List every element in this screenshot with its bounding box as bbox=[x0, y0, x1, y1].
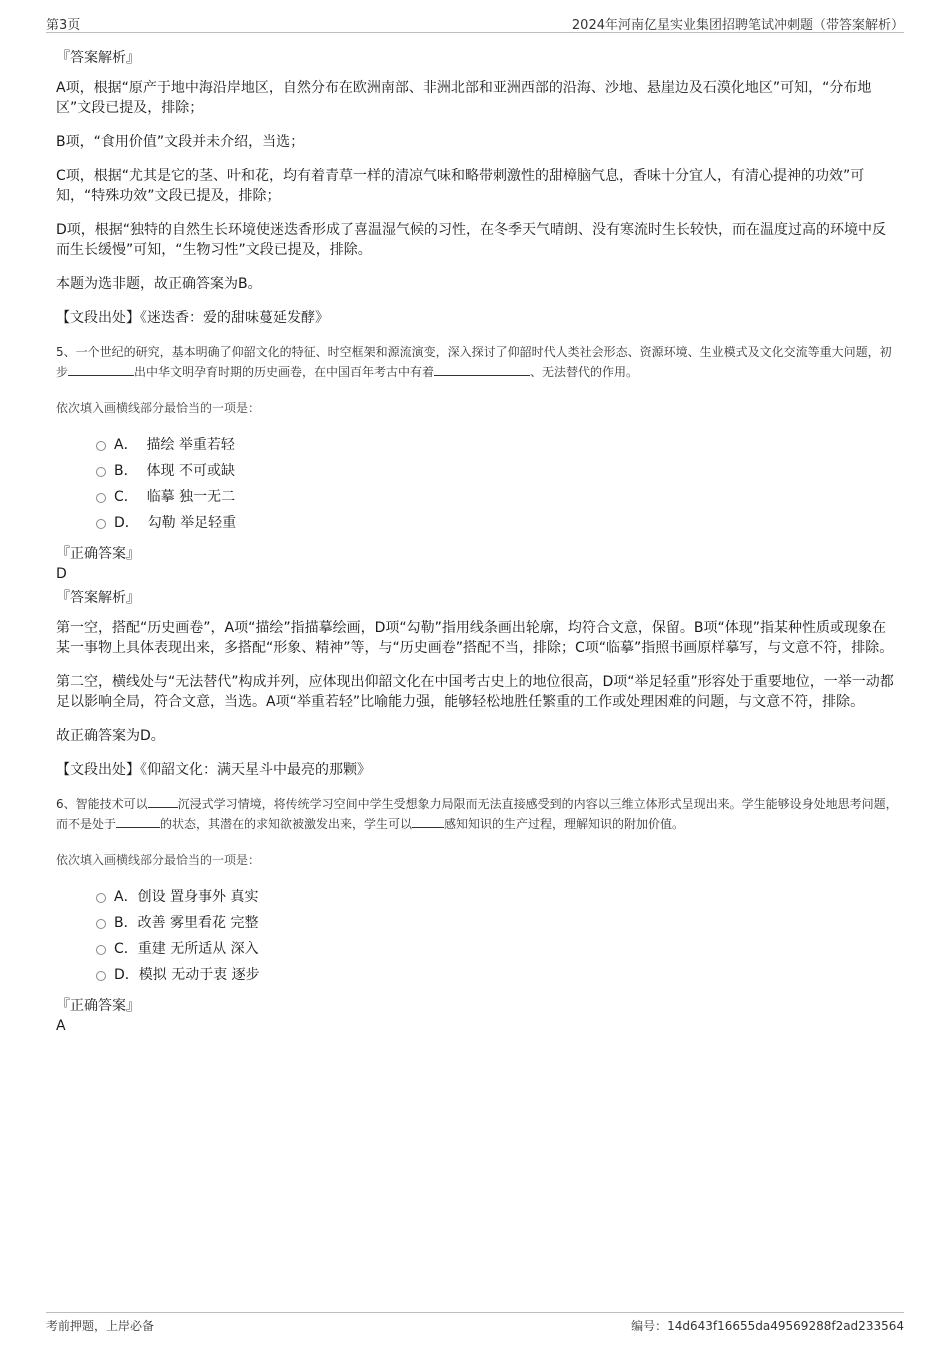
radio-icon[interactable] bbox=[96, 519, 106, 529]
fill-blank bbox=[116, 814, 160, 828]
option-c[interactable]: C． 临摹 独一无二 bbox=[96, 484, 898, 510]
page-footer bbox=[46, 1312, 904, 1337]
document-title: 2024年河南亿星实业集团招聘笔试冲刺题（带答案解析） bbox=[571, 18, 904, 33]
correct-answer: D bbox=[56, 566, 67, 582]
analysis-conclusion: 本题为选非题，故正确答案为B。 bbox=[56, 276, 262, 292]
question-4-tail bbox=[56, 48, 898, 328]
question-5 bbox=[56, 342, 898, 780]
option-d[interactable]: D． 勾勒 举足轻重 bbox=[96, 510, 898, 536]
option-a[interactable]: A．创设 置身事外 真实 bbox=[96, 884, 898, 910]
footer-slogan: 考前押题，上岸必备 bbox=[46, 1319, 155, 1333]
question-stem: 6、智能技术可以 沉浸式学习情境，将传统学习空间中学生受想象力局限而无法直接感受到的内容以三维立体形式呈现出来。学生能够设身处地思考问题，而不是处于 的状态，其潜在的求知欲被激发出来，学生可以 感知知识的生产过程，理解知识的附加价值。 bbox=[56, 794, 898, 834]
option-c[interactable]: C．重建 无所适从 深入 bbox=[96, 936, 898, 962]
radio-icon[interactable] bbox=[96, 441, 106, 451]
question-prompt: 依次填入画横线部分最恰当的一项是： bbox=[56, 401, 261, 415]
page-header bbox=[46, 10, 904, 33]
answer-heading: 『正确答案』 bbox=[56, 998, 140, 1014]
question-6 bbox=[56, 794, 898, 1036]
question-stem: 5、一个世纪的研究，基本明确了仰韶文化的特征、时空框架和源流演变，深入探讨了仰韶时代人类社会形态、资源环境、生业模式及文化交流等重大问题，初步 出中华文明孕育时期的历史画卷，在中国百年考古中有着 、无法替代的作用。 bbox=[56, 345, 892, 379]
correct-answer: A bbox=[56, 1018, 66, 1034]
radio-icon[interactable] bbox=[96, 945, 106, 955]
analysis-paragraph: B项，“食用价值”文段并未介绍，当选； bbox=[56, 134, 305, 150]
radio-icon[interactable] bbox=[96, 467, 106, 477]
radio-icon[interactable] bbox=[96, 919, 106, 929]
fill-blank bbox=[68, 362, 134, 376]
radio-icon[interactable] bbox=[96, 893, 106, 903]
radio-icon[interactable] bbox=[96, 971, 106, 981]
analysis-heading: 『答案解析』 bbox=[56, 590, 140, 606]
analysis-conclusion: 故正确答案为D。 bbox=[56, 728, 165, 744]
analysis-heading: 『答案解析』 bbox=[56, 50, 140, 66]
analysis-paragraph: A项，根据“原产于地中海沿岸地区，自然分布在欧洲南部、非洲北部和亚洲西部的沿海、沙地、悬崖边及石漠化地区”可知，“分布地区”文段已提及，排除； bbox=[56, 80, 872, 116]
option-a[interactable]: A． 描绘 举重若轻 bbox=[96, 432, 898, 458]
analysis-paragraph: C项，根据“尤其是它的茎、叶和花，均有着青草一样的清凉气味和略带刺激性的甜樟脑气息，香味十分宜人，有清心提神的功效”可知，“特殊功效”文段已提及，排除； bbox=[56, 168, 865, 204]
fill-blank bbox=[434, 362, 530, 376]
option-b[interactable]: B．改善 雾里看花 完整 bbox=[96, 910, 898, 936]
option-b[interactable]: B． 体现 不可或缺 bbox=[96, 458, 898, 484]
document-id: 编号：14d643f16655da49569288f2ad233564 bbox=[631, 1319, 904, 1333]
options-list bbox=[96, 884, 898, 988]
question-prompt: 依次填入画横线部分最恰当的一项是： bbox=[56, 853, 261, 867]
page-number: 第3页 bbox=[46, 18, 81, 33]
analysis-paragraph: 第一空，搭配“历史画卷”，A项“描绘”指描摹绘画，D项“勾勒”指用线条画出轮廓，均符合文意，保留。B项“体现”指某种性质或现象在某一事物上具体表现出来，多搭配“形象、精神”等，与“历史画卷”搭配不当，排除；C项“临摹”指照书画原样摹写，与文意不符，排除。 bbox=[56, 620, 894, 656]
fill-blank bbox=[148, 794, 178, 808]
source-citation: 【文段出处】《迷迭香：爱的甜味蔓延发酵》 bbox=[56, 310, 329, 326]
analysis-paragraph: D项，根据“独特的自然生长环境使迷迭香形成了喜温湿气候的习性，在冬季天气晴朗、没有寒流时生长较快，而在温度过高的环境中反而生长缓慢”可知，“生物习性”文段已提及，排除。 bbox=[56, 222, 887, 258]
analysis-paragraph: 第二空，横线处与“无法替代”构成并列，应体现出仰韶文化在中国考古史上的地位很高，D项“举足轻重”形容处于重要地位，一举一动都足以影响全局，符合文意，当选。A项“举重若轻”比喻能力强，能够轻松地胜任繁重的工作或处理困难的问题，与文意不符，排除。 bbox=[56, 674, 894, 710]
answer-heading: 『正确答案』 bbox=[56, 546, 140, 562]
options-list bbox=[96, 432, 898, 536]
option-d[interactable]: D．模拟 无动于衷 逐步 bbox=[96, 962, 898, 988]
fill-blank bbox=[412, 814, 444, 828]
radio-icon[interactable] bbox=[96, 493, 106, 503]
document-body bbox=[56, 48, 898, 1040]
source-citation: 【文段出处】《仰韶文化：满天星斗中最亮的那颗》 bbox=[56, 762, 371, 778]
